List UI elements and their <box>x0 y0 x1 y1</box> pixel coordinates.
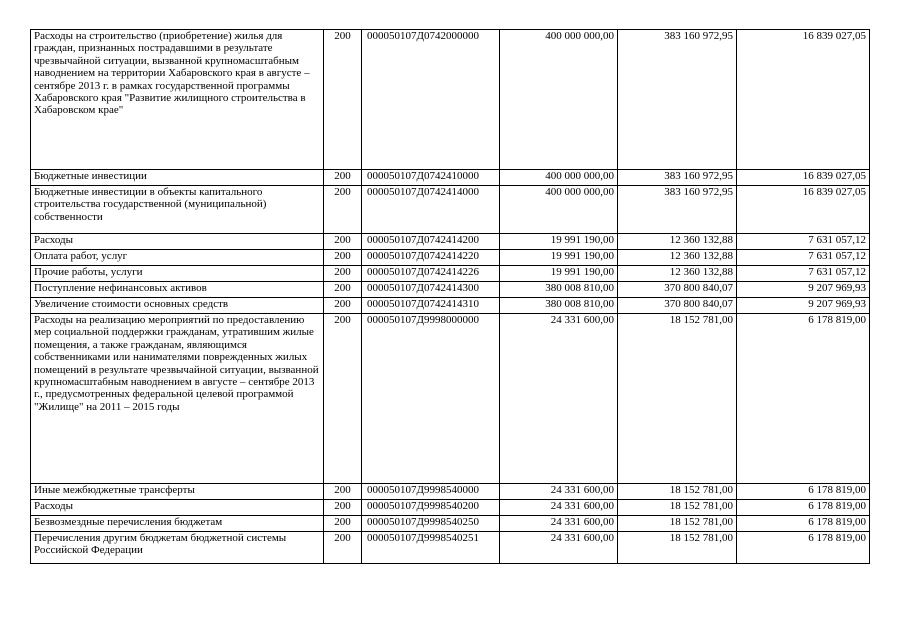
row-unexecuted-amount: 16 839 027,05 <box>737 186 870 234</box>
table-row <box>31 298 870 314</box>
row-name: Расходы на строительство (приобретение) жилья для граждан, признанных пострадавшими в результате чрезвычайной ситуации, вызванной крупномасштабным наводнением на территории Хабаровского края в августе – сентябре 2013 г. в рамках государственной программы Хабаровского края "Развитие жилищного строительства в Хабаровском крае" <box>31 30 324 170</box>
row-classification-code: 000050107Д9998540251 <box>362 532 500 564</box>
row-classification-code: 000050107Д0742414000 <box>362 186 500 234</box>
row-classification-code: 000050107Д9998540200 <box>362 500 500 516</box>
row-name: Увеличение стоимости основных средств <box>31 298 324 314</box>
row-unexecuted-amount: 16 839 027,05 <box>737 30 870 170</box>
table-body <box>31 30 870 564</box>
row-unexecuted-amount: 6 178 819,00 <box>737 314 870 484</box>
row-name: Расходы <box>31 234 324 250</box>
table-row <box>31 500 870 516</box>
row-classification-code: 000050107Д0742414310 <box>362 298 500 314</box>
table-row <box>31 266 870 282</box>
row-name: Бюджетные инвестиции в объекты капитального строительства государственной (муниципальной) собственности <box>31 186 324 234</box>
row-approved-amount: 24 331 600,00 <box>500 500 618 516</box>
row-executed-amount: 18 152 781,00 <box>618 516 737 532</box>
row-classification-code: 000050107Д9998540250 <box>362 516 500 532</box>
row-executed-amount: 370 800 840,07 <box>618 298 737 314</box>
row-executed-amount: 370 800 840,07 <box>618 282 737 298</box>
row-classification-code: 000050107Д0742414220 <box>362 250 500 266</box>
row-classification-code: 000050107Д0742410000 <box>362 170 500 186</box>
row-unexecuted-amount: 9 207 969,93 <box>737 298 870 314</box>
row-approved-amount: 24 331 600,00 <box>500 484 618 500</box>
row-code: 200 <box>324 266 362 282</box>
row-approved-amount: 24 331 600,00 <box>500 532 618 564</box>
row-code: 200 <box>324 516 362 532</box>
row-executed-amount: 12 360 132,88 <box>618 266 737 282</box>
row-code: 200 <box>324 170 362 186</box>
row-approved-amount: 24 331 600,00 <box>500 314 618 484</box>
row-approved-amount: 24 331 600,00 <box>500 516 618 532</box>
row-approved-amount: 400 000 000,00 <box>500 30 618 170</box>
row-classification-code: 000050107Д0742414226 <box>362 266 500 282</box>
table-row <box>31 234 870 250</box>
row-code: 200 <box>324 532 362 564</box>
row-code: 200 <box>324 234 362 250</box>
row-executed-amount: 383 160 972,95 <box>618 30 737 170</box>
row-name: Бюджетные инвестиции <box>31 170 324 186</box>
row-code: 200 <box>324 250 362 266</box>
row-name: Иные межбюджетные трансферты <box>31 484 324 500</box>
table-row <box>31 314 870 484</box>
table-row <box>31 250 870 266</box>
row-unexecuted-amount: 7 631 057,12 <box>737 250 870 266</box>
row-classification-code: 000050107Д0742414300 <box>362 282 500 298</box>
row-code: 200 <box>324 298 362 314</box>
row-code: 200 <box>324 484 362 500</box>
row-classification-code: 000050107Д9998000000 <box>362 314 500 484</box>
row-name: Прочие работы, услуги <box>31 266 324 282</box>
row-classification-code: 000050107Д0742414200 <box>362 234 500 250</box>
budget-execution-table <box>30 29 870 564</box>
row-approved-amount: 19 991 190,00 <box>500 266 618 282</box>
row-executed-amount: 18 152 781,00 <box>618 484 737 500</box>
row-name: Перечисления другим бюджетам бюджетной системы Российской Федерации <box>31 532 324 564</box>
row-name: Поступление нефинансовых активов <box>31 282 324 298</box>
row-approved-amount: 400 000 000,00 <box>500 170 618 186</box>
row-name: Расходы <box>31 500 324 516</box>
row-name: Оплата работ, услуг <box>31 250 324 266</box>
row-unexecuted-amount: 6 178 819,00 <box>737 484 870 500</box>
table-row <box>31 484 870 500</box>
row-unexecuted-amount: 9 207 969,93 <box>737 282 870 298</box>
row-name: Расходы на реализацию мероприятий по предоставлению мер социальной поддержки гражданам, утратившим жилые помещения, а также гражданам, являющимся собственниками или нанимателями поврежденных жилых помещений в результате чрезвычайной ситуации, вызванной крупномасштабным наводнением в августе – сентябре 2013 г., предусмотренных федеральной целевой программой "Жилище" на 2011 – 2015 годы <box>31 314 324 484</box>
row-classification-code: 000050107Д9998540000 <box>362 484 500 500</box>
row-unexecuted-amount: 6 178 819,00 <box>737 532 870 564</box>
row-code: 200 <box>324 314 362 484</box>
row-unexecuted-amount: 7 631 057,12 <box>737 266 870 282</box>
row-executed-amount: 18 152 781,00 <box>618 314 737 484</box>
row-approved-amount: 400 000 000,00 <box>500 186 618 234</box>
row-code: 200 <box>324 500 362 516</box>
row-unexecuted-amount: 16 839 027,05 <box>737 170 870 186</box>
row-unexecuted-amount: 7 631 057,12 <box>737 234 870 250</box>
row-approved-amount: 19 991 190,00 <box>500 250 618 266</box>
row-code: 200 <box>324 186 362 234</box>
row-code: 200 <box>324 282 362 298</box>
table-row <box>31 186 870 234</box>
table-row <box>31 516 870 532</box>
row-approved-amount: 19 991 190,00 <box>500 234 618 250</box>
row-approved-amount: 380 008 810,00 <box>500 298 618 314</box>
row-code: 200 <box>324 30 362 170</box>
row-executed-amount: 18 152 781,00 <box>618 500 737 516</box>
row-executed-amount: 383 160 972,95 <box>618 170 737 186</box>
row-executed-amount: 12 360 132,88 <box>618 234 737 250</box>
row-unexecuted-amount: 6 178 819,00 <box>737 500 870 516</box>
table-row <box>31 282 870 298</box>
row-classification-code: 000050107Д0742000000 <box>362 30 500 170</box>
row-approved-amount: 380 008 810,00 <box>500 282 618 298</box>
row-executed-amount: 12 360 132,88 <box>618 250 737 266</box>
row-executed-amount: 383 160 972,95 <box>618 186 737 234</box>
table-row <box>31 170 870 186</box>
row-name: Безвозмездные перечисления бюджетам <box>31 516 324 532</box>
row-unexecuted-amount: 6 178 819,00 <box>737 516 870 532</box>
table-row <box>31 532 870 564</box>
table-row <box>31 30 870 170</box>
row-executed-amount: 18 152 781,00 <box>618 532 737 564</box>
